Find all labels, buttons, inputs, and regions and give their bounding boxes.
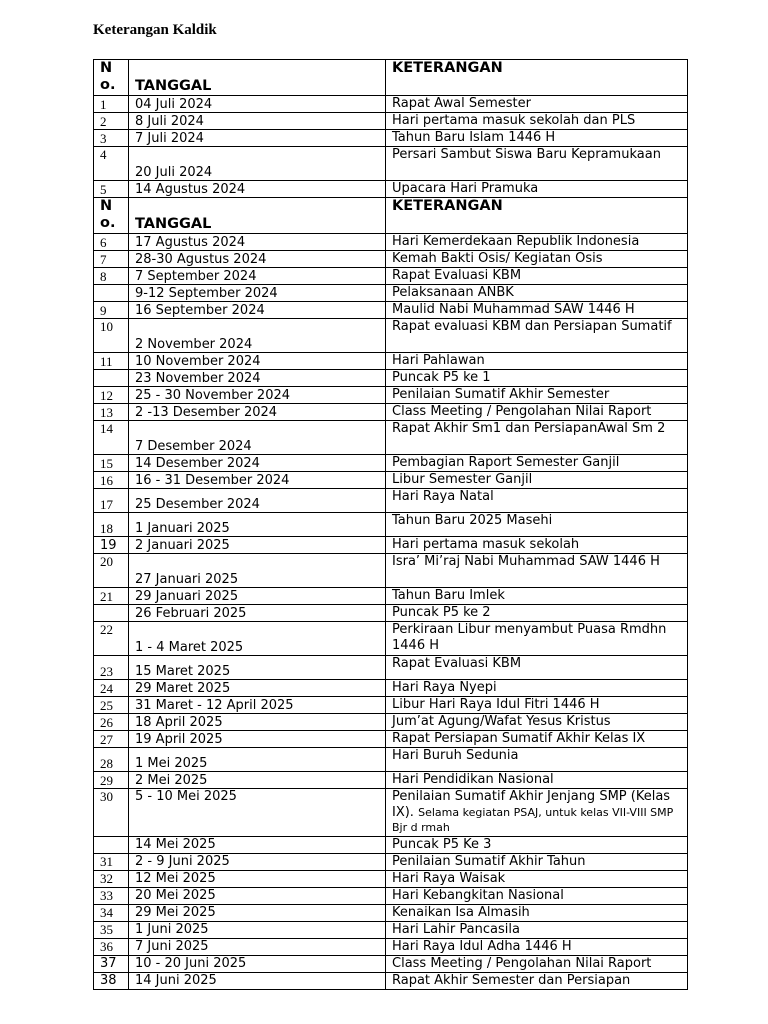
row-tanggal: 2 Januari 2025 [129,537,386,554]
keterangan-text: Rapat evaluasi KBM dan Persiapan Sumatif [392,319,672,334]
header-no: N o. [94,60,129,96]
row-number: 38 [94,972,129,989]
row-tanggal: 26 Februari 2025 [129,605,386,622]
header-keterangan: KETERANGAN [386,198,688,234]
keterangan-text: Tahun Baru 2025 Masehi [392,513,553,528]
row-tanggal: 1 Juni 2025 [129,921,386,938]
row-number: 14 [94,421,129,455]
row-keterangan [386,748,688,772]
header-keterangan: KETERANGAN [386,60,688,96]
table-row [94,147,688,181]
row-number: 10 [94,319,129,353]
row-tanggal: 29 Mei 2025 [129,904,386,921]
row-number [94,370,129,387]
row-keterangan [386,731,688,748]
row-number: 31 [94,853,129,870]
keterangan-text: Persari Sambut Siswa Baru Kepramukaan [392,147,661,162]
row-tanggal: 31 Maret - 12 April 2025 [129,697,386,714]
row-number: 26 [94,714,129,731]
table-row [94,870,688,887]
row-tanggal: 5 - 10 Mei 2025 [129,789,386,837]
row-tanggal: 2 - 9 Juni 2025 [129,853,386,870]
table-row [94,421,688,455]
keterangan-text: Hari Raya Natal [392,489,494,504]
row-tanggal: 23 November 2024 [129,370,386,387]
row-tanggal: 7 Desember 2024 [129,421,386,455]
table-row [94,938,688,955]
table-row [94,554,688,588]
row-tanggal: 2 Mei 2025 [129,772,386,789]
keterangan-text: Hari Raya Nyepi [392,680,497,695]
row-tanggal: 25 Desember 2024 [129,489,386,513]
table-row [94,489,688,513]
table-row [94,472,688,489]
table-row [94,731,688,748]
table-row [94,887,688,904]
keterangan-text: Rapat Akhir Semester dan Persiapan [392,972,631,988]
row-tanggal: 2 November 2024 [129,319,386,353]
row-keterangan [386,714,688,731]
table-row [94,268,688,285]
row-tanggal: 1 - 4 Maret 2025 [129,622,386,656]
row-keterangan [386,656,688,680]
keterangan-text: Hari Kemerdekaan Republik Indonesia [392,234,640,249]
row-number: 27 [94,731,129,748]
row-keterangan [386,251,688,268]
row-tanggal: 7 September 2024 [129,268,386,285]
row-number: 12 [94,387,129,404]
row-number: 34 [94,904,129,921]
keterangan-text: Rapat Evaluasi KBM [392,656,522,671]
keterangan-text: Perkiraan Libur menyambut Puasa Rmdhn 1446 H [392,622,667,653]
row-keterangan [386,605,688,622]
row-tanggal: 20 Mei 2025 [129,887,386,904]
table-row [94,353,688,370]
row-number: 13 [94,404,129,421]
keterangan-text: Rapat Akhir Sm1 dan PersiapanAwal Sm 2 [392,421,666,436]
row-number: 18 [94,513,129,537]
row-number: 16 [94,472,129,489]
keterangan-text: Rapat Awal Semester [392,96,531,111]
row-tanggal: 29 Maret 2025 [129,680,386,697]
row-tanggal: 14 Agustus 2024 [129,181,386,198]
row-tanggal: 17 Agustus 2024 [129,234,386,251]
row-keterangan [386,836,688,853]
row-tanggal: 18 April 2025 [129,714,386,731]
table-row [94,656,688,680]
keterangan-text: Class Meeting / Pengolahan Nilai Raport [392,404,652,419]
row-tanggal: 16 September 2024 [129,302,386,319]
kaldik-table-body [94,60,688,990]
table-row [94,921,688,938]
row-number: 23 [94,656,129,680]
table-row [94,836,688,853]
table-row [94,387,688,404]
row-tanggal: 1 Mei 2025 [129,748,386,772]
row-keterangan [386,680,688,697]
table-row [94,302,688,319]
keterangan-text: Hari pertama masuk sekolah [392,537,580,552]
row-number: 35 [94,921,129,938]
table-row [94,605,688,622]
keterangan-text: Tahun Baru Imlek [392,588,505,603]
table-row [94,96,688,113]
row-keterangan [386,302,688,319]
header-tanggal: TANGGAL [129,198,386,234]
keterangan-text: Hari Lahir Pancasila [392,921,520,937]
keterangan-text: Hari Raya Waisak [392,870,506,886]
keterangan-text: Puncak P5 ke 1 [392,370,491,385]
row-tanggal: 8 Juli 2024 [129,113,386,130]
row-number: 2 [94,113,129,130]
table-header-row [94,60,688,96]
row-tanggal: 12 Mei 2025 [129,870,386,887]
row-keterangan [386,955,688,972]
document-title: Keterangan Kaldik [93,22,217,38]
table-row [94,853,688,870]
row-tanggal: 1 Januari 2025 [129,513,386,537]
row-tanggal: 10 - 20 Juni 2025 [129,955,386,972]
row-number: 32 [94,870,129,887]
keterangan-text: Hari Pahlawan [392,353,485,368]
table-row [94,181,688,198]
row-tanggal: 19 April 2025 [129,731,386,748]
row-tanggal: 10 November 2024 [129,353,386,370]
row-number: 17 [94,489,129,513]
row-keterangan [386,472,688,489]
keterangan-text: Isra’ Mi’raj Nabi Muhammad SAW 1446 H [392,554,660,569]
row-keterangan [386,870,688,887]
keterangan-text: Hari pertama masuk sekolah dan PLS [392,113,636,128]
keterangan-text: Penilaian Sumatif Akhir Semester [392,387,610,402]
table-row [94,904,688,921]
row-keterangan [386,404,688,421]
row-keterangan [386,455,688,472]
row-number: 7 [94,251,129,268]
row-tanggal: 20 Juli 2024 [129,147,386,181]
header-tanggal: TANGGAL [129,60,386,96]
row-number: 25 [94,697,129,714]
keterangan-text: Puncak P5 ke 2 [392,605,491,620]
keterangan-text: Jum’at Agung/Wafat Yesus Kristus [392,714,611,729]
table-row [94,588,688,605]
row-number: 19 [94,537,129,554]
row-keterangan [386,370,688,387]
keterangan-text: Libur Semester Ganjil [392,472,533,487]
table-row [94,955,688,972]
row-keterangan [386,147,688,181]
row-keterangan [386,285,688,302]
row-number: 9 [94,302,129,319]
header-no: N o. [94,198,129,234]
row-number: 28 [94,748,129,772]
table-row [94,622,688,656]
keterangan-text: Kenaikan Isa Almasih [392,904,530,920]
keterangan-text: Hari Raya Idul Adha 1446 H [392,938,572,954]
row-tanggal: 14 Desember 2024 [129,455,386,472]
row-number: 37 [94,955,129,972]
row-keterangan [386,789,688,837]
table-row [94,404,688,421]
table-row [94,748,688,772]
table-row [94,234,688,251]
row-keterangan [386,387,688,404]
table-row [94,789,688,837]
row-keterangan [386,130,688,147]
row-number: 30 [94,789,129,837]
row-tanggal: 28-30 Agustus 2024 [129,251,386,268]
row-tanggal: 2 -13 Desember 2024 [129,404,386,421]
row-keterangan [386,772,688,789]
table-row [94,697,688,714]
table-header-row [94,198,688,234]
keterangan-text: Penilaian Sumatif Akhir Jenjang SMP (Kelas IX). [392,789,671,820]
row-keterangan [386,113,688,130]
row-number: 21 [94,588,129,605]
kaldik-table [93,59,688,990]
row-keterangan [386,904,688,921]
table-row [94,319,688,353]
table-row [94,714,688,731]
table-row [94,537,688,554]
row-number: 5 [94,181,129,198]
keterangan-text: Class Meeting / Pengolahan Nilai Raport [392,955,652,971]
table-row [94,513,688,537]
table-row [94,972,688,989]
keterangan-text: Kemah Bakti Osis/ Kegiatan Osis [392,251,603,266]
keterangan-text: Penilaian Sumatif Akhir Tahun [392,853,586,869]
keterangan-text: Maulid Nabi Muhammad SAW 1446 H [392,302,635,317]
row-number: 1 [94,96,129,113]
table-row [94,455,688,472]
table-row [94,113,688,130]
row-number: 15 [94,455,129,472]
row-keterangan [386,853,688,870]
keterangan-text: Rapat Persiapan Sumatif Akhir Kelas IX [392,731,646,746]
row-tanggal: 15 Maret 2025 [129,656,386,680]
keterangan-text: Pelaksanaan ANBK [392,285,514,300]
row-number: 11 [94,353,129,370]
row-tanggal: 14 Juni 2025 [129,972,386,989]
row-keterangan [386,513,688,537]
row-keterangan [386,554,688,588]
keterangan-text: Hari Pendidikan Nasional [392,772,554,787]
keterangan-text: Rapat Evaluasi KBM [392,268,522,283]
table-row [94,680,688,697]
row-tanggal: 04 Juli 2024 [129,96,386,113]
row-number: 3 [94,130,129,147]
row-number: 4 [94,147,129,181]
row-number: 33 [94,887,129,904]
row-number: 20 [94,554,129,588]
keterangan-text: Hari Buruh Sedunia [392,748,519,763]
row-tanggal: 27 Januari 2025 [129,554,386,588]
keterangan-text: Puncak P5 Ke 3 [392,836,492,852]
row-tanggal: 7 Juni 2025 [129,938,386,955]
keterangan-note: Selama kegiatan PSAJ, untuk kelas VII-VIII SMP Bjr d rmah [392,805,674,834]
row-number: 29 [94,772,129,789]
row-tanggal: 29 Januari 2025 [129,588,386,605]
row-tanggal: 9-12 September 2024 [129,285,386,302]
keterangan-text: Libur Hari Raya Idul Fitri 1446 H [392,697,600,712]
row-number [94,836,129,853]
row-keterangan [386,972,688,989]
row-keterangan [386,887,688,904]
keterangan-text: Hari Kebangkitan Nasional [392,887,564,903]
row-tanggal: 25 - 30 November 2024 [129,387,386,404]
row-keterangan [386,234,688,251]
table-row [94,130,688,147]
row-keterangan [386,489,688,513]
row-keterangan [386,938,688,955]
row-keterangan [386,537,688,554]
row-number: 24 [94,680,129,697]
table-row [94,251,688,268]
row-number: 36 [94,938,129,955]
row-number: 8 [94,268,129,285]
row-keterangan [386,622,688,656]
keterangan-text: Pembagian Raport Semester Ganjil [392,455,620,470]
keterangan-text: Upacara Hari Pramuka [392,181,539,196]
table-row [94,772,688,789]
row-keterangan [386,319,688,353]
row-number: 22 [94,622,129,656]
row-number: 6 [94,234,129,251]
row-keterangan [386,697,688,714]
keterangan-text: Tahun Baru Islam 1446 H [392,130,556,145]
row-keterangan [386,921,688,938]
row-keterangan [386,353,688,370]
row-keterangan [386,181,688,198]
row-number [94,605,129,622]
row-number [94,285,129,302]
row-keterangan [386,421,688,455]
row-tanggal: 7 Juli 2024 [129,130,386,147]
row-keterangan [386,588,688,605]
row-keterangan [386,268,688,285]
row-tanggal: 16 - 31 Desember 2024 [129,472,386,489]
table-row [94,370,688,387]
row-keterangan [386,96,688,113]
table-row [94,285,688,302]
row-tanggal: 14 Mei 2025 [129,836,386,853]
